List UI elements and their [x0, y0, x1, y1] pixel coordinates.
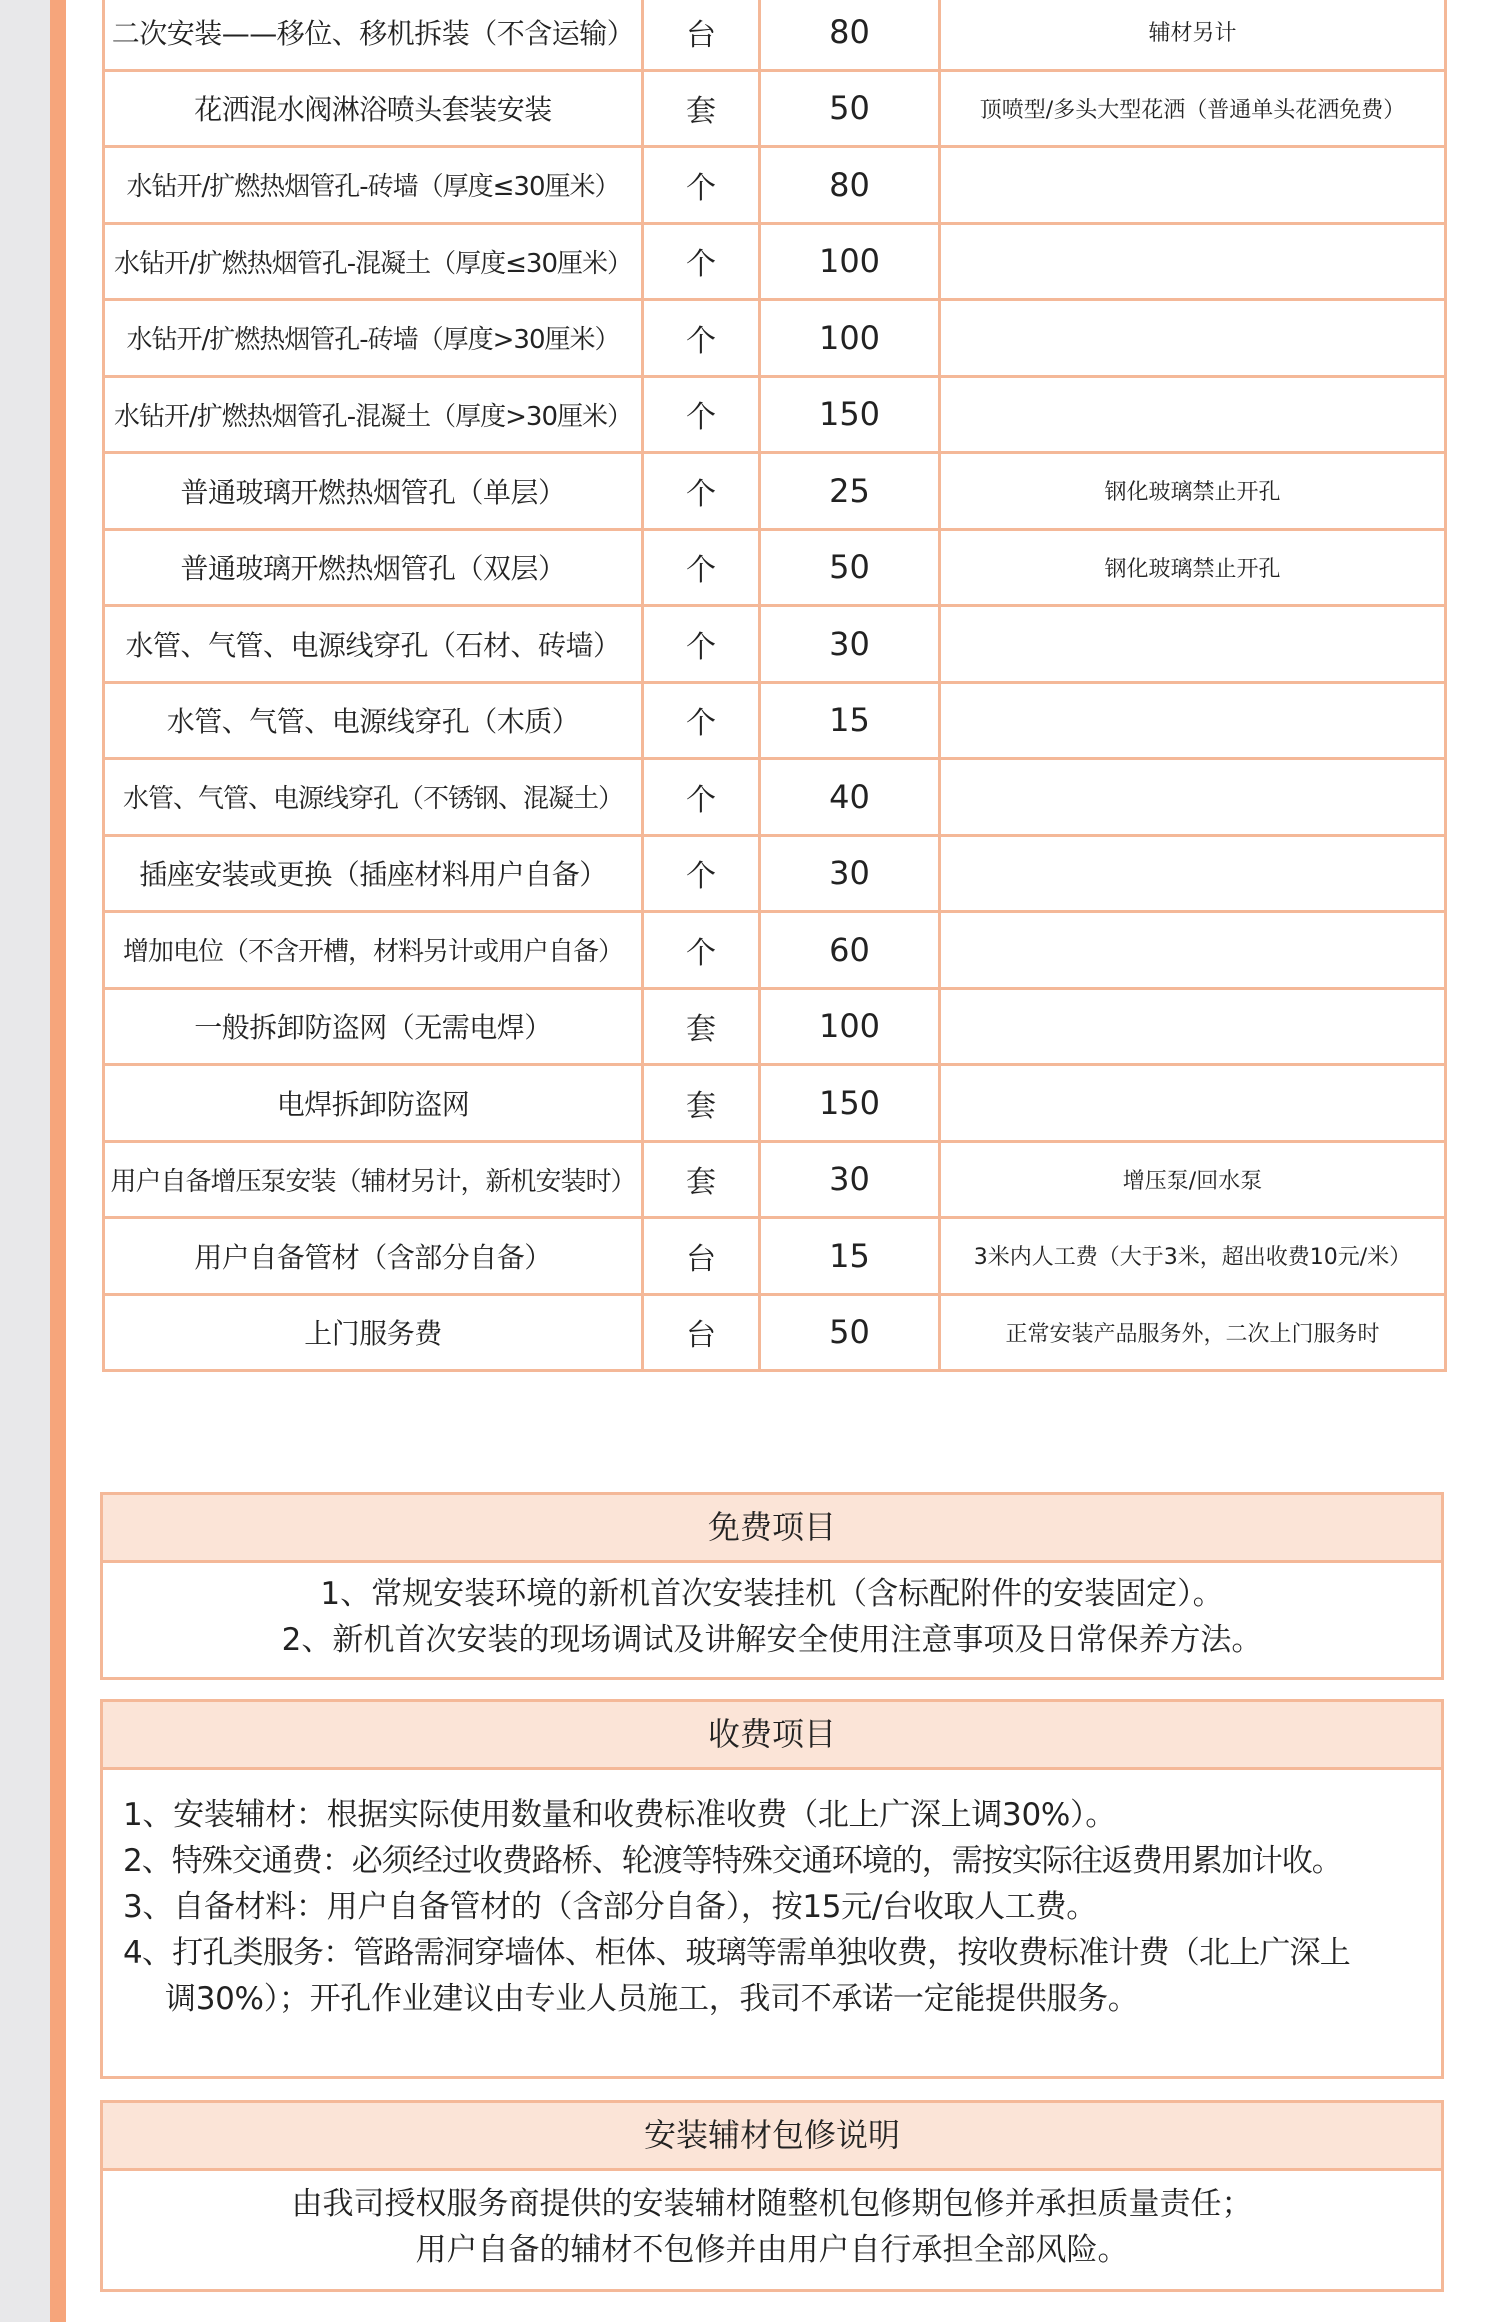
table-row: [104, 912, 1446, 989]
item-cell: 水管、气管、电源线穿孔（石材、砖墙）: [104, 606, 643, 683]
price-cell: 100: [760, 300, 940, 377]
price-cell: 150: [760, 1065, 940, 1142]
item-cell: 普通玻璃开燃热烟管孔（双层）: [104, 529, 643, 606]
price-cell: 15: [760, 1218, 940, 1295]
unit-cell: 个: [643, 759, 760, 836]
item-cell: 二次安装——移位、移机拆装（不含运输）: [104, 0, 643, 70]
free-items-body: [103, 1563, 1441, 1663]
item-cell: 用户自备管材（含部分自备）: [104, 1218, 643, 1295]
charged-item-line: 1、安装辅材：根据实际使用数量和收费标准收费（北上广深上调30%）。: [123, 1797, 1116, 1833]
item-cell: 水管、气管、电源线穿孔（不锈钢、混凝土）: [104, 759, 643, 836]
unit-cell: 个: [643, 682, 760, 759]
warranty-body: [103, 2171, 1441, 2273]
note-cell: [940, 223, 1446, 300]
table-row: [104, 759, 1446, 836]
item-cell: 一般拆卸防盗网（无需电焊）: [104, 988, 643, 1065]
item-cell: 增加电位（不含开槽，材料另计或用户自备）: [104, 912, 643, 989]
price-cell: 40: [760, 759, 940, 836]
price-cell: 15: [760, 682, 940, 759]
item-cell: 水钻开/扩燃热烟管孔-混凝土（厚度≤30厘米）: [104, 223, 643, 300]
table-row: [104, 835, 1446, 912]
warranty-line: 由我司授权服务商提供的安装辅材随整机包修期包修并承担质量责任；: [291, 2186, 1253, 2222]
price-cell: 80: [760, 147, 940, 224]
charged-item-line: 4、打孔类服务：管路需洞穿墙体、柜体、玻璃等需单独收费，按收费标准计费（北上广深上: [123, 1935, 1350, 1971]
charged-item-line-continued: 调30%）；开孔作业建议由专业人员施工，我司不承诺一定能提供服务。: [165, 1981, 1139, 2017]
price-cell: 150: [760, 376, 940, 453]
unit-cell: 台: [643, 0, 760, 70]
note-cell: [940, 147, 1446, 224]
price-cell: 100: [760, 223, 940, 300]
unit-cell: 个: [643, 223, 760, 300]
table-row: [104, 606, 1446, 683]
unit-cell: 套: [643, 1141, 760, 1218]
unit-cell: 个: [643, 376, 760, 453]
free-item-line: 2、新机首次安装的现场调试及讲解安全使用注意事项及日常保养方法。: [281, 1622, 1263, 1658]
charged-items-body: [103, 1770, 1441, 2022]
item-cell: 上门服务费: [104, 1294, 643, 1371]
note-cell: 正常安装产品服务外，二次上门服务时: [940, 1294, 1446, 1371]
unit-cell: 个: [643, 835, 760, 912]
warranty-box: [100, 2100, 1444, 2292]
price-cell: 25: [760, 453, 940, 530]
table-row: [104, 1141, 1446, 1218]
note-cell: [940, 912, 1446, 989]
unit-cell: 个: [643, 606, 760, 683]
price-cell: 80: [760, 0, 940, 70]
note-cell: [940, 606, 1446, 683]
note-cell: 顶喷型/多头大型花洒（普通单头花洒免费）: [940, 70, 1446, 147]
note-cell: 增压泵/回水泵: [940, 1141, 1446, 1218]
price-cell: 30: [760, 606, 940, 683]
price-cell: 30: [760, 835, 940, 912]
note-cell: [940, 682, 1446, 759]
charged-items-box: [100, 1699, 1444, 2079]
note-cell: 3米内人工费（大于3米，超出收费10元/米）: [940, 1218, 1446, 1295]
price-cell: 100: [760, 988, 940, 1065]
table-row: [104, 1065, 1446, 1142]
note-cell: [940, 300, 1446, 377]
warranty-line: 用户自备的辅材不包修并由用户自行承担全部风险。: [415, 2232, 1129, 2268]
note-cell: [940, 835, 1446, 912]
item-cell: 水钻开/扩燃热烟管孔-砖墙（厚度≤30厘米）: [104, 147, 643, 224]
note-cell: 钢化玻璃禁止开孔: [940, 529, 1446, 606]
free-item-line: 1、常规安装环境的新机首次安装挂机（含标配附件的安装固定）。: [320, 1576, 1224, 1612]
price-cell: 60: [760, 912, 940, 989]
price-cell: 50: [760, 529, 940, 606]
fee-table: [102, 0, 1447, 1372]
item-cell: 用户自备增压泵安装（辅材另计，新机安装时）: [104, 1141, 643, 1218]
table-row: [104, 529, 1446, 606]
note-cell: 钢化玻璃禁止开孔: [940, 453, 1446, 530]
price-cell: 30: [760, 1141, 940, 1218]
unit-cell: 个: [643, 147, 760, 224]
table-row: [104, 70, 1446, 147]
item-cell: 普通玻璃开燃热烟管孔（单层）: [104, 453, 643, 530]
note-cell: [940, 988, 1446, 1065]
table-row: [104, 376, 1446, 453]
table-row: [104, 300, 1446, 377]
free-items-box: [100, 1492, 1444, 1680]
table-row: [104, 453, 1446, 530]
table-row: [104, 223, 1446, 300]
note-cell: [940, 376, 1446, 453]
table-row: [104, 682, 1446, 759]
unit-cell: 个: [643, 453, 760, 530]
table-row: [104, 1218, 1446, 1295]
note-cell: [940, 1065, 1446, 1142]
item-cell: 电焊拆卸防盗网: [104, 1065, 643, 1142]
note-cell: [940, 759, 1446, 836]
unit-cell: 套: [643, 1065, 760, 1142]
price-cell: 50: [760, 1294, 940, 1371]
charged-item-line: 3、自备材料：用户自备管材的（含部分自备），按15元/台收取人工费。: [123, 1889, 1097, 1925]
unit-cell: 台: [643, 1218, 760, 1295]
table-row: [104, 0, 1446, 70]
table-row: [104, 988, 1446, 1065]
table-row: [104, 147, 1446, 224]
price-cell: 50: [760, 70, 940, 147]
unit-cell: 套: [643, 70, 760, 147]
warranty-title: 安装辅材包修说明: [103, 2103, 1441, 2171]
item-cell: 水管、气管、电源线穿孔（木质）: [104, 682, 643, 759]
charged-items-title: 收费项目: [103, 1702, 1441, 1770]
item-cell: 水钻开/扩燃热烟管孔-混凝土（厚度>30厘米）: [104, 376, 643, 453]
table-row: [104, 1294, 1446, 1371]
unit-cell: 个: [643, 300, 760, 377]
item-cell: 插座安装或更换（插座材料用户自备）: [104, 835, 643, 912]
unit-cell: 个: [643, 912, 760, 989]
left-accent-stripe: [50, 0, 66, 2322]
unit-cell: 台: [643, 1294, 760, 1371]
free-items-title: 免费项目: [103, 1495, 1441, 1563]
item-cell: 水钻开/扩燃热烟管孔-砖墙（厚度>30厘米）: [104, 300, 643, 377]
unit-cell: 套: [643, 988, 760, 1065]
charged-item-line: 2、特殊交通费：必须经过收费路桥、轮渡等特殊交通环境的，需按实际往返费用累加计收。: [123, 1843, 1342, 1879]
unit-cell: 个: [643, 529, 760, 606]
item-cell: 花洒混水阀淋浴喷头套装安装: [104, 70, 643, 147]
note-cell: 辅材另计: [940, 0, 1446, 70]
